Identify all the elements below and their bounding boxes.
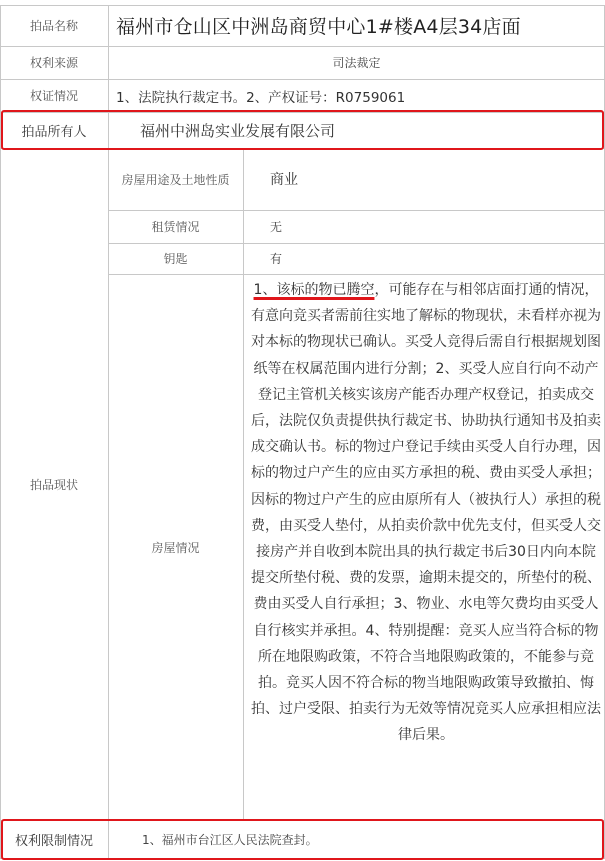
- use-and-land-value: 商业: [270, 172, 298, 188]
- use-and-land-label: 房屋用途及土地性质: [121, 172, 230, 187]
- right-restriction-label: 权利限制情况: [14, 833, 93, 849]
- lease-label: 租赁情况: [151, 220, 200, 234]
- right-certificate-value: 1、法院执行裁定书。2、产权证号：R0759061: [116, 89, 406, 106]
- lease-value: 无: [270, 220, 283, 234]
- column-divider: [243, 148, 244, 820]
- right-certificate-label: 权证情况: [29, 89, 78, 103]
- lot-name-value: 福州市仓山区中洲岛商贸中心1#楼A4层34店面: [116, 16, 521, 38]
- owner-highlight-box: [1, 110, 604, 150]
- lot-owner-label: 拍品所有人: [21, 124, 87, 140]
- house-label: 房屋情况: [151, 540, 200, 555]
- lot-owner-value: 福州中洲岛实业发展有限公司: [140, 121, 336, 140]
- right-source-value: 司法裁定: [332, 56, 381, 70]
- right-restriction-value: 1、福州市台江区人民法院查封。: [142, 832, 318, 847]
- lot-status-label: 拍品现状: [29, 477, 78, 492]
- lot-name-label: 拍品名称: [29, 19, 78, 33]
- right-source-label: 权利来源: [29, 56, 78, 70]
- house-text: ，可能存在与相邻店面打通的情况，有意向竞买者需前往实地了解标的物现状，未看样亦视为对本标的物现状已确认。买受人竞得后需自行根据规划图纸等在权属范围内进行分割；2、买受人应自行向不动产登记主管机关核实该房产能否办理产权登记，拍卖成交后，法院仅负责提供执行裁定书、协助执行通知书及拍卖成交确认书。标的物过户登记手续由买受人自行办理，因标的物过户产生的应由买方承担的税、费由买受人承担；因标的物过户产生的应由原所有人（被执行人）承担的税费，由买受人垫付，从拍卖价款中优先支付，但买受人交接房产并自收到本院出具的执行裁定书后30日内向本院提交所垫付税、费的发票，逾期未提交的，所垫付的税、费由买受人自行承担；3、物业、水电等欠费均由买受人自行核实并承担。4、特别提醒：竞买人应当符合标的物所在地限购政策，不符合当地限购政策的，不能参与竞拍。竞买人因不符合标的物当地限购政策导致撤拍、悔拍、过户受限、拍卖行为无效等情况竞买人应承担相应法律后果。: [251, 282, 601, 744]
- key-value: 有: [270, 252, 283, 266]
- house-description: [250, 275, 602, 819]
- restriction-highlight-box: [1, 819, 604, 860]
- key-label: 钥匙: [163, 252, 188, 266]
- house-highlight: 1、该标的物已腾空: [253, 282, 375, 298]
